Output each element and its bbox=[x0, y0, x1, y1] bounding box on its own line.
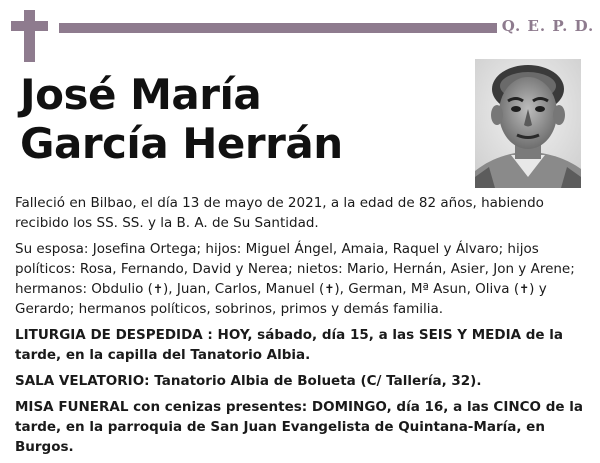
deceased-cross-icon: ✝ bbox=[324, 282, 335, 296]
family-text-2: ), Juan, Carlos, Manuel ( bbox=[163, 281, 325, 297]
header-rule bbox=[59, 23, 497, 33]
qepd-badge: Q. E. P. D. bbox=[501, 17, 595, 35]
name-line-2: García Herrán bbox=[20, 119, 343, 168]
portrait-photo bbox=[475, 59, 581, 188]
family-list bbox=[15, 239, 590, 319]
family-text-4: ) y Gerardo; hermanos políticos, sobrinos, primos y demás familia. bbox=[15, 281, 547, 317]
deceased-cross-icon: ✝ bbox=[519, 282, 530, 296]
family-text-1: Su esposa: Josefina Ortega; hijos: Miguel Ángel, Amaia, Raquel y Álvaro; hijos políticos: Rosa, Fernando, David y Nerea; nietos: Mario, Hernán, Asier, Jon y Arene; hermanos: Obdulio ( bbox=[15, 241, 575, 297]
family-text-3: ), German, Mª Asun, Oliva ( bbox=[334, 281, 520, 297]
funeral-mass-info: MISA FUNERAL con cenizas presentes: DOMINGO, día 16, a las CINCO de la tarde, en la parroquia de San Juan Evangelista de Quintana-María, en Burgos. bbox=[15, 399, 583, 455]
obituary-body bbox=[15, 193, 590, 463]
announcement-text: Falleció en Bilbao, el día 13 de mayo de 2021, a la edad de 82 años, habiendo recibido los SS. SS. y la B. A. de Su Santidad. bbox=[15, 195, 544, 231]
cross-vertical-bar bbox=[24, 10, 35, 62]
obituary-announcement bbox=[15, 193, 590, 233]
wake-room-info: SALA VELATORIO: Tanatorio Albia de Bolueta (C/ Tallería, 32). bbox=[15, 373, 482, 389]
portrait-illustration bbox=[475, 59, 581, 188]
cross-horizontal-bar bbox=[11, 21, 48, 31]
deceased-cross-icon: ✝ bbox=[152, 282, 163, 296]
name-line-1: José María bbox=[20, 70, 262, 119]
liturgy-info: LITURGIA DE DESPEDIDA : HOY, sábado, día 15, a las SEIS Y MEDIA de la tarde, en la capilla del Tanatorio Albia. bbox=[15, 327, 564, 363]
deceased-name bbox=[20, 70, 460, 168]
